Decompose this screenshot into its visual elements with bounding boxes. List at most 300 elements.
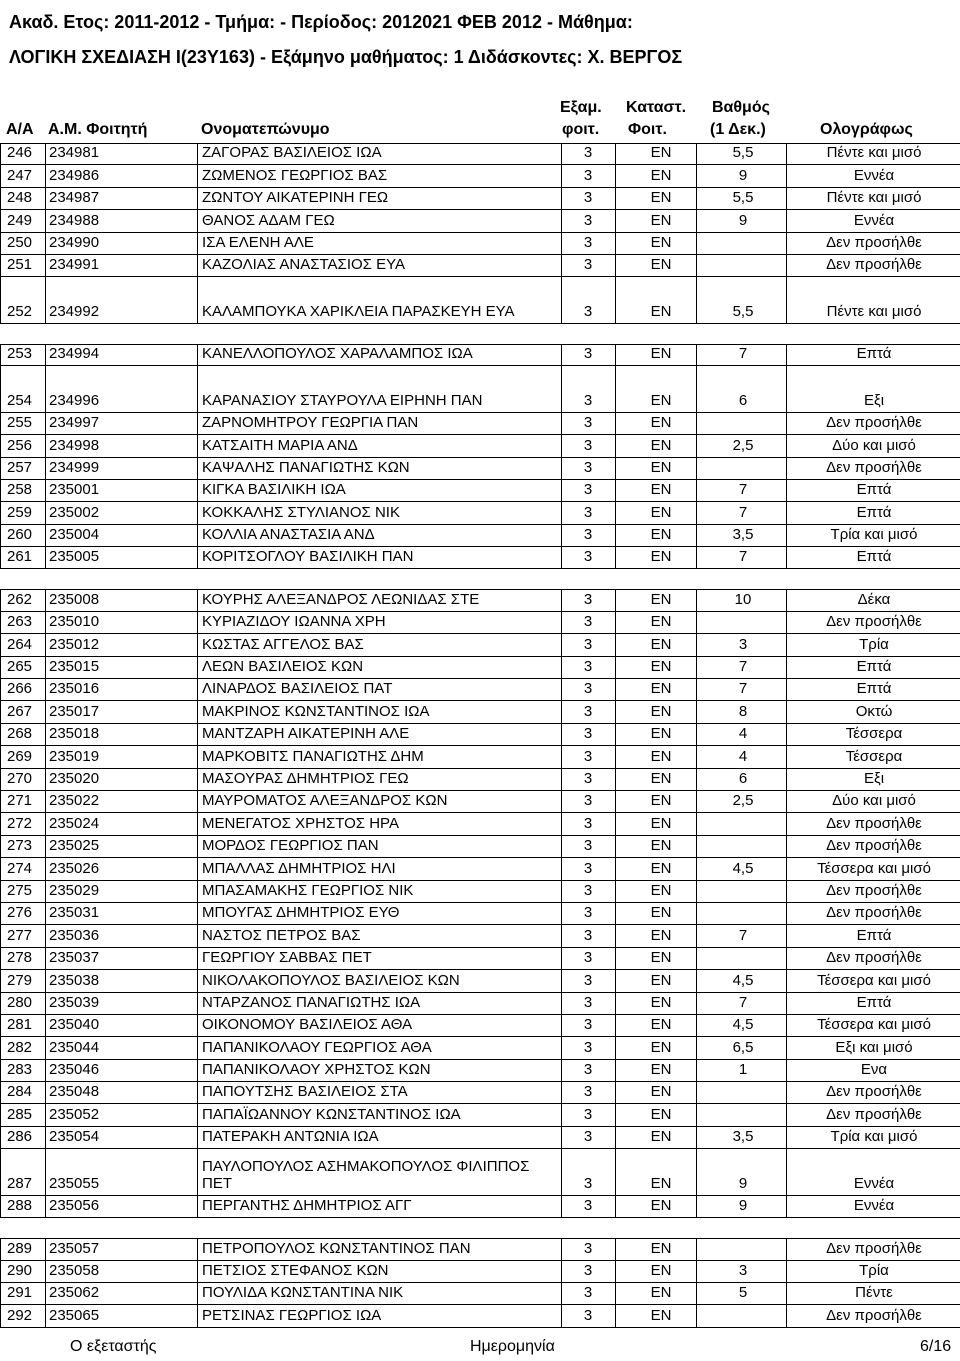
cell-divider [696,724,697,745]
col-sem-bottom: φοιτ. [562,121,600,138]
cell-divider [197,277,198,323]
cell-divider [197,525,198,546]
cell-divider [786,657,787,678]
row-am: 234988 [49,211,100,229]
row-semester: 3 [583,1083,593,1101]
row-grade-words: Πέντε και μισό [826,144,922,162]
row-aa: 271 [7,792,33,810]
table-row [0,701,960,723]
cell-divider [786,1305,787,1326]
row-am: 235038 [49,971,100,989]
cell-divider [615,813,616,834]
cell-divider [45,1305,46,1326]
row-am: 234981 [49,144,100,162]
cell-divider [561,1261,562,1282]
cell-divider [45,993,46,1014]
row-name: ΠΑΠΟΥΤΣΗΣ ΒΑΣΙΛΕΙΟΣ ΣΤΑ [202,1083,408,1101]
cell-divider [561,881,562,902]
cell-divider [45,1015,46,1036]
cell-divider [561,435,562,456]
row-status: ΕΝ [650,725,672,743]
cell-divider [561,413,562,434]
row-status: ΕΝ [650,635,672,653]
row-aa: 267 [7,702,33,720]
row-am: 235002 [49,503,100,521]
cell-divider [786,858,787,879]
table-row [0,366,960,413]
row-status: ΕΝ [650,189,672,207]
table-row [0,769,960,791]
table-row [0,657,960,679]
row-semester: 3 [583,548,593,566]
row-status: ΕΝ [650,166,672,184]
cell-divider [696,277,697,323]
cell-divider [197,480,198,501]
row-aa: 274 [7,859,33,877]
cell-divider [696,858,697,879]
row-status: ΕΝ [650,1105,672,1123]
row-name: ΠΑΥΛΟΠΟΥΛΟΣ ΑΣΗΜΑΚΟΠΟΥΛΟΣ ΦΙΛΙΠΠΟΣ ΠΕΤ [202,1157,530,1192]
row-name: ΖΑΓΟΡΑΣ ΒΑΣΙΛΕΙΟΣ ΙΩΑ [202,144,382,162]
cell-divider [696,233,697,254]
table-row [0,1127,960,1149]
cell-divider [786,701,787,722]
table-row [0,277,960,324]
cell-divider [615,1283,616,1304]
cell-divider [561,233,562,254]
row-grade-words: Τέσσερα [845,747,903,765]
row-aa: 287 [7,1174,33,1192]
row-status: ΕΝ [650,1083,672,1101]
row-grade: 9 [738,1197,748,1215]
row-status: ΕΝ [650,993,672,1011]
cell-divider [561,746,562,767]
row-grade-words: Δεν προσήλθε [826,233,922,251]
cell-divider [696,435,697,456]
cell-divider [786,277,787,323]
row-aa: 288 [7,1197,33,1215]
cell-divider [786,903,787,924]
row-status: ΕΝ [650,590,672,608]
cell-divider [786,881,787,902]
cell-divider [45,502,46,523]
table-row [0,634,960,656]
cell-divider [696,1149,697,1195]
row-name: ΚΟΡΙΤΣΟΓΛΟΥ ΒΑΣΙΛΙΚΗ ΠΑΝ [202,548,414,566]
cell-divider [197,1127,198,1148]
cell-divider [561,724,562,745]
row-semester: 3 [583,1306,593,1324]
row-status: ΕΝ [650,680,672,698]
cell-divider [615,345,616,365]
row-grade: 2,5 [732,436,754,454]
row-status: ΕΝ [650,904,672,922]
row-grade: 7 [738,680,748,698]
row-name: ΘΑΝΟΣ ΑΔΑΜ ΓΕΩ [202,211,335,229]
cell-divider [45,769,46,790]
row-am: 235036 [49,926,100,944]
row-semester: 3 [583,1239,593,1257]
cell-divider [696,480,697,501]
cell-divider [561,657,562,678]
row-name: ΚΥΡΙΑΖΙΔΟΥ ΙΩΑΝΝΑ ΧΡΗ [202,613,386,631]
row-semester: 3 [583,814,593,832]
cell-divider [561,1149,562,1195]
cell-divider [786,188,787,209]
cell-divider [45,590,46,610]
cell-divider [786,993,787,1014]
cell-divider [561,144,562,164]
col-cat-top: Καταστ. [626,99,687,116]
row-name: ΠΕΤΣΙΟΣ ΣΤΕΦΑΝΟΣ ΚΩΝ [202,1261,389,1279]
cell-divider [197,657,198,678]
row-name: ΡΕΤΣΙΝΑΣ ΓΕΩΡΓΙΟΣ ΙΩΑ [202,1306,382,1324]
cell-divider [786,724,787,745]
table-row [0,413,960,435]
column-headers [0,96,960,142]
row-aa: 259 [7,503,33,521]
table-row [0,458,960,480]
row-aa: 263 [7,613,33,631]
cell-divider [45,525,46,546]
table-row [0,1305,960,1327]
cell-divider [786,1060,787,1081]
row-grade-words: Δεν προσήλθε [826,613,922,631]
cell-divider [786,925,787,946]
row-aa: 281 [7,1016,33,1034]
cell-divider [561,769,562,790]
cell-divider [197,458,198,479]
table-row [0,1149,960,1196]
row-grade-words: Δεν προσήλθε [826,837,922,855]
cell-divider [45,679,46,700]
row-semester: 3 [583,1061,593,1079]
row-grade-words: Τέσσερα και μισό [817,859,931,877]
row-grade-words: Δεν προσήλθε [826,1239,922,1257]
row-semester: 3 [583,391,593,409]
cell-divider [786,1149,787,1195]
cell-divider [696,366,697,412]
row-grade-words: Εννέα [853,166,895,184]
cell-divider [561,679,562,700]
row-grade: 6 [738,769,748,787]
row-semester: 3 [583,345,593,363]
cell-divider [615,210,616,231]
row-am: 235012 [49,635,100,653]
row-name: ΚΟΥΡΗΣ ΑΛΕΞΑΝΔΡΟΣ ΛΕΩΝΙΔΑΣ ΣΤΕ [202,590,480,608]
cell-divider [45,813,46,834]
row-grade: 7 [738,503,748,521]
row-status: ΕΝ [650,1197,672,1215]
row-grade-words: Επτά [856,481,892,499]
row-am: 235019 [49,747,100,765]
row-name: ΜΑΚΡΙΝΟΣ ΚΩΝΣΤΑΝΤΙΝΟΣ ΙΩΑ [202,702,430,720]
row-status: ΕΝ [650,881,672,899]
row-semester: 3 [583,837,593,855]
cell-divider [197,366,198,412]
cell-divider [786,502,787,523]
row-grade: 10 [734,590,752,608]
row-am: 235040 [49,1016,100,1034]
cell-divider [615,1060,616,1081]
row-grade-words: Δεν προσήλθε [826,1105,922,1123]
row-grade-words: Πέντε και μισό [826,302,922,320]
row-grade-words: Δεν προσήλθε [826,1083,922,1101]
row-name: ΝΑΣΤΟΣ ΠΕΤΡΟΣ ΒΑΣ [202,926,361,944]
row-grade: 2,5 [732,792,754,810]
cell-divider [197,925,198,946]
cell-divider [696,165,697,186]
col-cat-bottom: Φοιτ. [628,121,667,138]
cell-divider [197,1305,198,1326]
row-grade-words: Επτά [856,680,892,698]
table-row [0,480,960,502]
row-semester: 3 [583,481,593,499]
row-name: ΚΟΚΚΑΛΗΣ ΣΤΥΛΙΑΝΟΣ ΝΙΚ [202,503,400,521]
cell-divider [45,657,46,678]
cell-divider [615,903,616,924]
cell-divider [615,1239,616,1259]
row-grade-words: Πέντε και μισό [826,189,922,207]
row-am: 235054 [49,1128,100,1146]
cell-divider [45,1104,46,1125]
row-grade-words: Τέσσερα [845,725,903,743]
row-grade-words: Εννέα [853,1174,895,1192]
col-am: Α.Μ. Φοιτητή [48,121,148,138]
table-row [0,1015,960,1037]
row-aa: 246 [7,144,33,162]
row-name: ΛΙΝΑΡΔΟΣ ΒΑΣΙΛΕΙΟΣ ΠΑΤ [202,680,393,698]
cell-divider [561,858,562,879]
row-status: ΕΝ [650,345,672,363]
row-status: ΕΝ [650,503,672,521]
row-semester: 3 [583,904,593,922]
cell-divider [197,435,198,456]
row-name: ΠΟΥΛΙΔΑ ΚΩΝΣΤΑΝΤΙΝΑ ΝΙΚ [202,1284,404,1302]
table-row [0,881,960,903]
row-grade: 5,5 [732,302,754,320]
row-am: 235048 [49,1083,100,1101]
row-am: 235046 [49,1061,100,1079]
table-row [0,970,960,992]
cell-divider [45,925,46,946]
row-grade: 9 [738,166,748,184]
row-name: ΚΑΖΟΛΙΑΣ ΑΝΑΣΤΑΣΙΟΣ ΕΥΑ [202,256,405,274]
cell-divider [197,769,198,790]
row-status: ΕΝ [650,949,672,967]
row-grade-words: Επτά [856,503,892,521]
row-semester: 3 [583,526,593,544]
cell-divider [786,233,787,254]
cell-divider [786,948,787,969]
row-aa: 261 [7,548,33,566]
cell-divider [561,970,562,991]
cell-divider [561,612,562,633]
row-status: ΕΝ [650,526,672,544]
cell-divider [696,413,697,434]
row-status: ΕΝ [650,302,672,320]
grades-table [0,143,960,1328]
row-grade-words: Δύο και μισό [832,792,916,810]
row-grade: 5,5 [732,144,754,162]
cell-divider [45,903,46,924]
cell-divider [197,1239,198,1259]
row-grade: 3 [738,1261,748,1279]
table-row [0,210,960,232]
row-grade-words: Επτά [856,993,892,1011]
cell-divider [197,791,198,812]
cell-divider [696,345,697,365]
row-grade-words: Δέκα [857,590,891,608]
row-semester: 3 [583,1284,593,1302]
row-am: 235017 [49,702,100,720]
row-grade-words: Δεν προσήλθε [826,904,922,922]
row-am: 235056 [49,1197,100,1215]
cell-divider [696,836,697,857]
row-status: ΕΝ [650,1306,672,1324]
row-am: 234986 [49,166,100,184]
row-status: ΕΝ [650,436,672,454]
row-name: ΚΑΤΣΑΙΤΗ ΜΑΡΙΑ ΑΝΔ [202,436,358,454]
row-am: 235016 [49,680,100,698]
row-name: ΠΕΡΓΑΝΤΗΣ ΔΗΜΗΤΡΙΟΣ ΑΓΓ [202,1197,412,1215]
cell-divider [45,836,46,857]
cell-divider [786,1037,787,1058]
row-name: ΠΑΠΑΝΙΚΟΛΑΟΥ ΧΡΗΣΤΟΣ ΚΩΝ [202,1061,431,1079]
table-row [0,502,960,524]
row-aa: 272 [7,814,33,832]
cell-divider [615,165,616,186]
cell-divider [561,903,562,924]
table-row [0,589,960,611]
row-am: 234999 [49,458,100,476]
cell-divider [45,277,46,323]
row-status: ΕΝ [650,1016,672,1034]
cell-divider [615,612,616,633]
row-semester: 3 [583,436,593,454]
row-am: 235010 [49,613,100,631]
cell-divider [561,277,562,323]
row-name: ΜΕΝΕΓΑΤΟΣ ΧΡΗΣΤΟΣ ΗΡΑ [202,814,399,832]
row-am: 235062 [49,1284,100,1302]
row-name: ΖΩΝΤΟΥ ΑΙΚΑΤΕΡΙΝΗ ΓΕΩ [202,189,389,207]
cell-divider [696,612,697,633]
cell-divider [615,233,616,254]
col-grade-top: Βαθμός [712,99,770,116]
row-spacer [0,569,960,589]
row-aa: 250 [7,233,33,251]
row-am: 235058 [49,1261,100,1279]
row-grade: 7 [738,658,748,676]
row-grade-words: Τρία και μισό [830,526,918,544]
cell-divider [561,590,562,610]
cell-divider [786,769,787,790]
cell-divider [45,1239,46,1259]
cell-divider [197,502,198,523]
row-aa: 265 [7,658,33,676]
page-footer [0,1336,960,1360]
row-status: ΕΝ [650,769,672,787]
cell-divider [615,277,616,323]
cell-divider [45,480,46,501]
cell-divider [197,858,198,879]
cell-divider [561,925,562,946]
row-semester: 3 [583,658,593,676]
cell-divider [696,1283,697,1304]
row-status: ΕΝ [650,859,672,877]
cell-divider [615,724,616,745]
col-words: Ολογράφως [820,121,913,138]
row-semester: 3 [583,769,593,787]
row-am: 235052 [49,1105,100,1123]
row-am: 235005 [49,548,100,566]
row-am: 235024 [49,814,100,832]
cell-divider [561,547,562,568]
row-semester: 3 [583,503,593,521]
row-semester: 3 [583,458,593,476]
row-status: ΕΝ [650,1061,672,1079]
cell-divider [615,881,616,902]
cell-divider [615,791,616,812]
cell-divider [786,1239,787,1259]
row-aa: 251 [7,256,33,274]
row-status: ΕΝ [650,971,672,989]
row-aa: 253 [7,345,33,363]
row-aa: 275 [7,881,33,899]
cell-divider [696,1196,697,1217]
row-grade: 4,5 [732,971,754,989]
cell-divider [197,1082,198,1103]
cell-divider [786,813,787,834]
cell-divider [45,1082,46,1103]
table-row [0,791,960,813]
row-aa: 284 [7,1083,33,1101]
row-aa: 258 [7,481,33,499]
table-row [0,813,960,835]
cell-divider [696,925,697,946]
row-aa: 273 [7,837,33,855]
cell-divider [561,1196,562,1217]
cell-divider [561,1015,562,1036]
cell-divider [786,634,787,655]
row-semester: 3 [583,949,593,967]
cell-divider [45,970,46,991]
cell-divider [696,1015,697,1036]
row-am: 235001 [49,481,100,499]
cell-divider [786,746,787,767]
cell-divider [561,993,562,1014]
row-semester: 3 [583,1197,593,1215]
cell-divider [615,1261,616,1282]
cell-divider [197,1037,198,1058]
table-row [0,1082,960,1104]
row-grade-words: Πέντε [855,1284,893,1302]
row-am: 234996 [49,391,100,409]
cell-divider [786,791,787,812]
row-name: ΖΑΡΝΟΜΗΤΡΟΥ ΓΕΩΡΓΙΑ ΠΑΝ [202,414,419,432]
cell-divider [696,970,697,991]
row-status: ΕΝ [650,481,672,499]
row-am: 235022 [49,792,100,810]
row-aa: 264 [7,635,33,653]
cell-divider [197,1149,198,1195]
row-aa: 283 [7,1061,33,1079]
cell-divider [197,813,198,834]
cell-divider [696,1261,697,1282]
cell-divider [696,1127,697,1148]
cell-divider [696,746,697,767]
row-grade: 3,5 [732,1128,754,1146]
